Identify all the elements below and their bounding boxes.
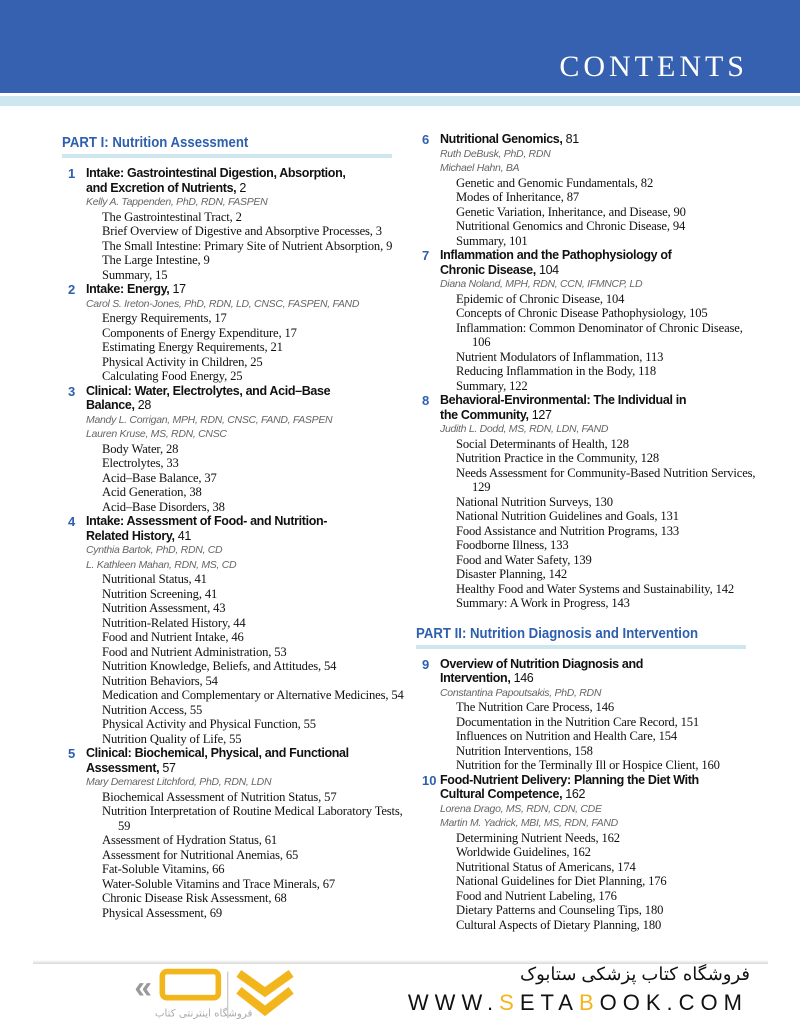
- section-entry[interactable]: Nutrition Screening, 41: [102, 586, 218, 601]
- section-entry[interactable]: Acid–Base Balance, 37: [102, 470, 217, 485]
- chapter-title-line[interactable]: [86, 514, 351, 543]
- chapter-page: 81: [562, 132, 579, 146]
- section-entry[interactable]: Worldwide Guidelines, 162: [456, 845, 591, 859]
- section-entry[interactable]: Nutrition Quality of Life, 55: [102, 731, 242, 746]
- chapter-entry: [62, 384, 407, 515]
- section-entry[interactable]: Disaster Planning, 142: [456, 567, 568, 581]
- section-entry[interactable]: Energy Requirements, 17: [102, 311, 227, 325]
- section-entry[interactable]: Reducing Inflammation in the Body, 118: [456, 364, 657, 378]
- chapter-title-line[interactable]: [440, 773, 705, 802]
- section-entry[interactable]: Summary, 122: [456, 378, 528, 393]
- section-entry[interactable]: Needs Assessment for Community-Based Nutrition Services, 129: [456, 465, 756, 494]
- section-entry[interactable]: Assessment of Hydration Status, 61: [102, 833, 278, 847]
- section-entry[interactable]: Nutrition Practice in the Community, 128: [456, 451, 660, 465]
- section-entry[interactable]: Documentation in the Nutrition Care Record, 151: [456, 714, 700, 729]
- toc-column-right: [416, 132, 761, 932]
- chapter-entry: [416, 132, 761, 248]
- section-entry[interactable]: Healthy Food and Water Systems and Sustainability, 142: [456, 581, 735, 596]
- chapter-page: 41: [174, 528, 191, 543]
- section-entry[interactable]: Food and Water Safety, 139: [456, 552, 592, 567]
- chapter-page: 2: [236, 180, 247, 195]
- section-entry[interactable]: The Nutrition Care Process, 146: [456, 700, 614, 714]
- chapter-author: Lorena Drago, MS, RDN, CDN, CDE: [440, 802, 602, 815]
- section-entry[interactable]: Brief Overview of Digestive and Absorptive Processes, 3: [102, 224, 382, 238]
- section-entry[interactable]: Dietary Patterns and Counseling Tips, 180: [456, 903, 664, 917]
- chapter-page: 146: [510, 671, 534, 685]
- store-name: فروشگاه کتاب پزشکی ستابوک: [520, 964, 750, 984]
- section-entry[interactable]: Nutrition Interpretation of Routine Medical Laboratory Tests, 59: [102, 804, 403, 833]
- section-entry[interactable]: National Guidelines for Diet Planning, 176: [456, 874, 667, 888]
- chapter-author: Kelly A. Tappenden, PhD, RDN, FASPEN: [86, 196, 268, 208]
- section-entry[interactable]: Food and Nutrient Administration, 53: [102, 644, 287, 659]
- chapter-title[interactable]: Clinical: Biochemical, Physical, and Functional Assessment,: [86, 746, 349, 775]
- chapter-page: 104: [535, 262, 559, 277]
- chapter-number: 5: [68, 746, 76, 761]
- chapter-title-line[interactable]: [440, 657, 705, 686]
- chapter-title[interactable]: Clinical: Water, Electrolytes, and Acid–Base Balance,: [86, 383, 331, 412]
- page-title: CONTENTS: [559, 50, 748, 83]
- section-entry[interactable]: Physical Activity in Children, 25: [102, 354, 263, 369]
- section-entry[interactable]: Social Determinants of Health, 128: [456, 436, 629, 451]
- section-entry[interactable]: Biochemical Assessment of Nutrition Status, 57: [102, 789, 337, 804]
- section-entry[interactable]: Nutrition Assessment, 43: [102, 601, 226, 615]
- chapter-title-line[interactable]: [86, 746, 351, 775]
- toc-column-left: [62, 130, 407, 920]
- section-entry[interactable]: Genetic Variation, Inheritance, and Disease, 90: [456, 204, 686, 219]
- section-entry[interactable]: Nutrition-Related History, 44: [102, 615, 246, 630]
- chapter-page: 57: [159, 760, 176, 775]
- chapter-author: Michael Hahn, BA: [440, 162, 520, 174]
- section-entry[interactable]: Body Water, 28: [102, 441, 179, 456]
- chapter-title-line[interactable]: [86, 166, 351, 195]
- section-entry[interactable]: Physical Activity and Physical Function, 55: [102, 717, 316, 731]
- section-entry[interactable]: Inflammation: Common Denominator of Chronic Disease, 106: [456, 320, 743, 349]
- section-entry[interactable]: Genetic and Genomic Fundamentals, 82: [456, 175, 654, 190]
- chapter-title[interactable]: Overview of Nutrition Diagnosis and Intervention,: [440, 656, 644, 685]
- part-heading: PART II: Nutrition Diagnosis and Intervention: [416, 624, 699, 642]
- chapter-entry: [62, 746, 407, 920]
- section-entry[interactable]: Nutrition Behaviors, 54: [102, 673, 218, 688]
- section-entry[interactable]: Assessment for Nutritional Anemias, 65: [102, 847, 299, 862]
- part-divider: [62, 154, 392, 158]
- chapter-page: 127: [528, 407, 552, 422]
- svg-text:فروشگاه اینترنتی کتاب: فروشگاه اینترنتی کتاب: [154, 1007, 253, 1020]
- chapter-number: 1: [68, 166, 76, 181]
- chapter-number: 3: [68, 383, 76, 399]
- chapter-number: 10: [422, 772, 437, 788]
- section-entry[interactable]: National Nutrition Surveys, 130: [456, 494, 613, 509]
- chapter-page: 162: [562, 787, 586, 801]
- section-entry[interactable]: Summary, 101: [456, 233, 528, 248]
- chapter-title-line[interactable]: [440, 393, 705, 422]
- section-entry[interactable]: Summary, 15: [102, 267, 168, 282]
- section-entry[interactable]: Physical Assessment, 69: [102, 905, 223, 920]
- chapter-author: Lauren Kruse, MS, RDN, CNSC: [86, 428, 227, 440]
- section-entry[interactable]: Electrolytes, 33: [102, 456, 179, 470]
- section-entry[interactable]: Estimating Energy Requirements, 21: [102, 340, 283, 354]
- chapter-author: Martin M. Yadrick, MBI, MS, RDN, FAND: [440, 817, 618, 829]
- section-entry[interactable]: The Gastrointestinal Tract, 2: [102, 209, 242, 224]
- chapter-title-line[interactable]: [440, 248, 705, 277]
- chapter-title[interactable]: Inflammation and the Pathophysiology of Chronic Disease,: [440, 248, 672, 277]
- chapter-author: Ruth DeBusk, PhD, RDN: [440, 147, 551, 160]
- setabook-logo: [70, 966, 320, 1022]
- section-entry[interactable]: Food and Nutrient Intake, 46: [102, 630, 244, 644]
- chapter-author: L. Kathleen Mahan, RDN, MS, CD: [86, 558, 237, 571]
- section-entry[interactable]: Nutrition Access, 55: [102, 702, 203, 717]
- chapter-number: 4: [68, 514, 76, 529]
- section-entry[interactable]: Nutritional Status of Americans, 174: [456, 859, 636, 874]
- section-entry[interactable]: Concepts of Chronic Disease Pathophysiology, 105: [456, 306, 708, 320]
- section-entry[interactable]: Nutrient Modulators of Inflammation, 113: [456, 349, 664, 364]
- chapter-number: 2: [68, 282, 76, 297]
- section-entry[interactable]: Modes of Inheritance, 87: [456, 190, 579, 204]
- chapter-page: 17: [169, 282, 186, 296]
- chapter-author: Diana Noland, MPH, RDN, CCN, IFMNCP, LD: [440, 278, 643, 290]
- chapter-entry: [416, 393, 761, 611]
- chapter-entry: [416, 657, 761, 773]
- chapter-entry: [62, 166, 407, 282]
- store-url[interactable]: WWW.SETABOOK.COM: [407, 990, 748, 1015]
- section-entry[interactable]: Acid Generation, 38: [102, 485, 202, 499]
- chapter-number: 8: [422, 393, 430, 408]
- svg-text:«: «: [134, 968, 152, 1005]
- part-divider: [416, 645, 746, 649]
- chapter-page: 28: [134, 398, 151, 412]
- chapter-author: Mary Demarest Litchford, PhD, RDN, LDN: [86, 776, 272, 788]
- section-entry[interactable]: Acid–Base Disorders, 38: [102, 499, 225, 514]
- chapter-author: Mandy L. Corrigan, MPH, RDN, CNSC, FAND, FASPEN: [86, 413, 333, 426]
- chapter-author: Cynthia Bartok, PhD, RDN, CD: [86, 544, 223, 556]
- chapter-entry: [62, 282, 407, 384]
- section-entry[interactable]: Components of Energy Expenditure, 17: [102, 325, 297, 340]
- chapter-title-line[interactable]: [86, 282, 351, 297]
- section-entry[interactable]: Nutrition for the Terminally Ill or Hospice Client, 160: [456, 758, 720, 772]
- chapter-title[interactable]: Behavioral-Environmental: The Individual in the Community,: [440, 393, 687, 422]
- section-entry[interactable]: Nutrition Interventions, 158: [456, 743, 593, 758]
- section-entry[interactable]: Nutrition Knowledge, Beliefs, and Attitudes, 54: [102, 659, 337, 673]
- section-entry[interactable]: Determining Nutrient Needs, 162: [456, 830, 620, 845]
- chapter-number: 9: [422, 656, 430, 672]
- section-entry[interactable]: Food and Nutrient Labeling, 176: [456, 888, 617, 903]
- section-entry[interactable]: Medication and Complementary or Alternative Medicines, 54: [102, 688, 404, 702]
- chapter-title[interactable]: Food-Nutrient Delivery: Planning the Diet With Cultural Competence,: [440, 772, 699, 801]
- section-entry[interactable]: Epidemic of Chronic Disease, 104: [456, 291, 625, 306]
- section-entry[interactable]: Nutritional Status, 41: [102, 572, 207, 586]
- section-entry[interactable]: Chronic Disease Risk Assessment, 68: [102, 891, 287, 905]
- header-stripe: [0, 96, 800, 106]
- section-entry[interactable]: Calculating Food Energy, 25: [102, 369, 243, 383]
- header-banner: [0, 0, 800, 93]
- section-entry[interactable]: The Large Intestine, 9: [102, 253, 210, 267]
- section-entry[interactable]: Summary: A Work in Progress, 143: [456, 596, 630, 610]
- watermark-footer: [0, 964, 800, 1024]
- chapter-title[interactable]: Intake: Assessment of Food- and Nutrition-Related History,: [86, 514, 328, 543]
- chapter-entry: [416, 773, 761, 933]
- section-entry[interactable]: Food Assistance and Nutrition Programs, 133: [456, 523, 680, 538]
- section-entry[interactable]: National Nutrition Guidelines and Goals, 131: [456, 509, 679, 523]
- chapter-author: Carol S. Ireton-Jones, PhD, RDN, LD, CNSC, FASPEN, FAND: [86, 297, 360, 310]
- chapter-author: Constantina Papoutsakis, PhD, RDN: [440, 686, 602, 699]
- chapter-title[interactable]: Intake: Energy,: [86, 282, 170, 296]
- chapter-number: 7: [422, 248, 430, 263]
- chapter-author: Judith L. Dodd, MS, RDN, LDN, FAND: [440, 423, 609, 435]
- chapter-number: 6: [422, 132, 430, 147]
- section-entry[interactable]: Foodborne Illness, 133: [456, 538, 569, 552]
- chapter-title-line[interactable]: [440, 132, 705, 147]
- chapter-title-line[interactable]: [86, 384, 351, 413]
- section-entry[interactable]: Water-Soluble Vitamins and Trace Minerals, 67: [102, 876, 336, 891]
- section-entry[interactable]: Cultural Aspects of Dietary Planning, 180: [456, 917, 662, 932]
- section-entry[interactable]: Influences on Nutrition and Health Care, 154: [456, 729, 678, 743]
- section-entry[interactable]: Fat-Soluble Vitamins, 66: [102, 862, 225, 876]
- part-heading: PART I: Nutrition Assessment: [62, 134, 249, 151]
- section-entry[interactable]: Nutritional Genomics and Chronic Disease, 94: [456, 219, 686, 233]
- chapter-title[interactable]: Nutritional Genomics,: [440, 132, 563, 146]
- chapter-entry: [62, 514, 407, 746]
- section-entry[interactable]: The Small Intestine: Primary Site of Nutrient Absorption, 9: [102, 238, 393, 253]
- chapter-entry: [416, 248, 761, 393]
- chapter-title[interactable]: Intake: Gastrointestinal Digestion, Absorption, and Excretion of Nutrients,: [86, 166, 346, 195]
